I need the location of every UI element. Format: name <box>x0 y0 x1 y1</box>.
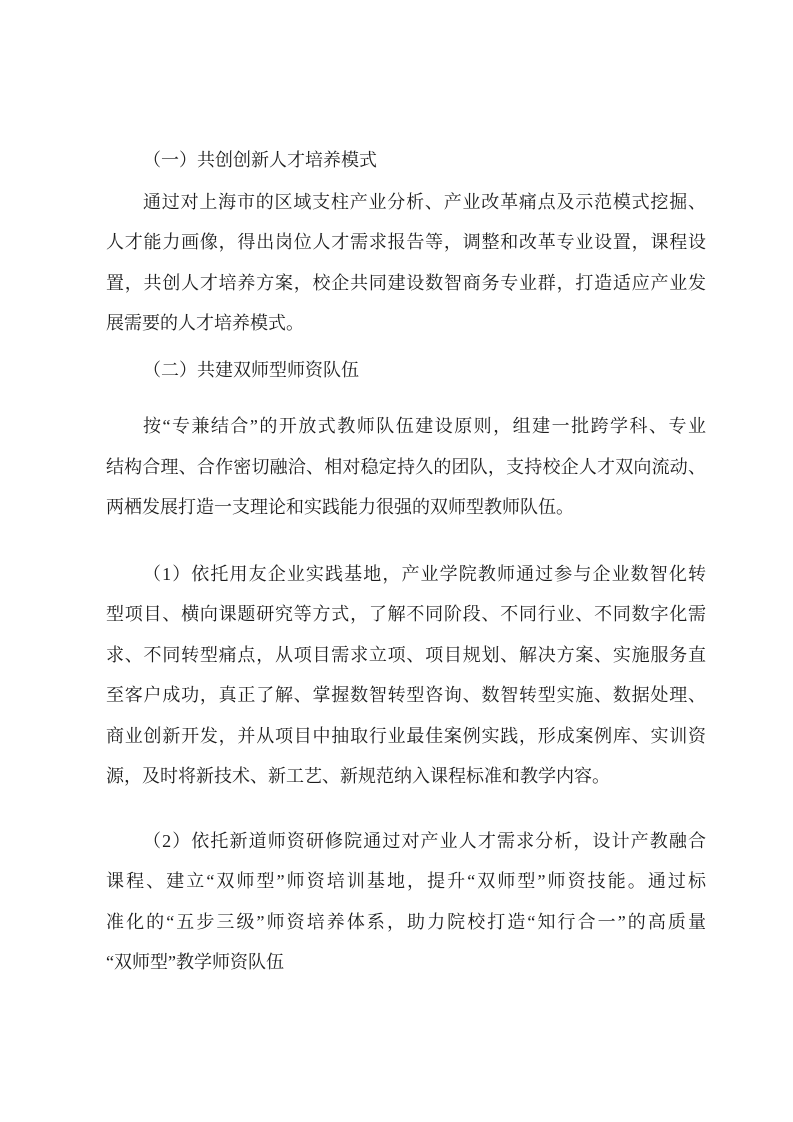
text-line: “双师型”教学师资队伍 <box>106 952 284 972</box>
text-line: （1）依托用友企业实践基地，产业学院教师通过参与企业数智化转 <box>143 563 706 584</box>
text-line: 按“专兼结合”的开放式教师队伍建设原则，组建一批跨学科、专业 <box>143 416 706 436</box>
text-line: （2）依托新道师资研修院通过对产业人才需求分析，设计产教融合 <box>143 830 706 851</box>
text-line: 置，共创人才培养方案，校企共同建设数智商务专业群，打造适应产业发 <box>106 272 706 293</box>
paragraph-talent-model <box>106 182 706 344</box>
text-line: 准化的“五步三级”师资培养体系，助力院校打造“知行合一”的高质量 <box>106 911 706 932</box>
paragraph-item-2-training-institute <box>106 821 706 983</box>
text-line: 型项目、横向课题研究等方式，了解不同阶段、不同行业、不同数字化需 <box>106 604 706 624</box>
text-line: 至客户成功，真正了解、掌握数智转型咨询、数智转型实施、数据处理、 <box>106 685 706 705</box>
heading-section-2: （二）共建双师型师资队伍 <box>143 359 359 380</box>
text-line: 人才能力画像，得出岗位人才需求报告等，调整和改革专业设置，课程设 <box>106 232 706 252</box>
text-line: 结构合理、合作密切融洽、相对稳定持久的团队，支持校企人才双向流动、 <box>106 456 706 477</box>
heading-section-1: （一）共创创新人才培养模式 <box>143 150 377 170</box>
text-line: 商业创新开发，并从项目中抽取行业最佳案例实践，形成案例库、实训资 <box>106 725 706 746</box>
text-line: 求、不同转型痛点，从项目需求立项、项目规划、解决方案、实施服务直 <box>106 644 706 665</box>
text-line: 两栖发展打造一支理论和实践能力很强的双师型教师队伍。 <box>106 497 574 517</box>
text-line: 源，及时将新技术、新工艺、新规范纳入课程标准和教学内容。 <box>106 766 610 786</box>
paragraph-item-1-practice-base <box>106 554 706 797</box>
text-line: 通过对上海市的区域支柱产业分析、产业改革痛点及示范模式挖掘、 <box>143 191 706 212</box>
text-line: 课程、建立“双师型”师资培训基地，提升“双师型”师资技能。通过标 <box>106 871 706 891</box>
paragraph-teacher-team <box>106 406 706 528</box>
text-line: 展需要的人才培养模式。 <box>106 313 304 333</box>
